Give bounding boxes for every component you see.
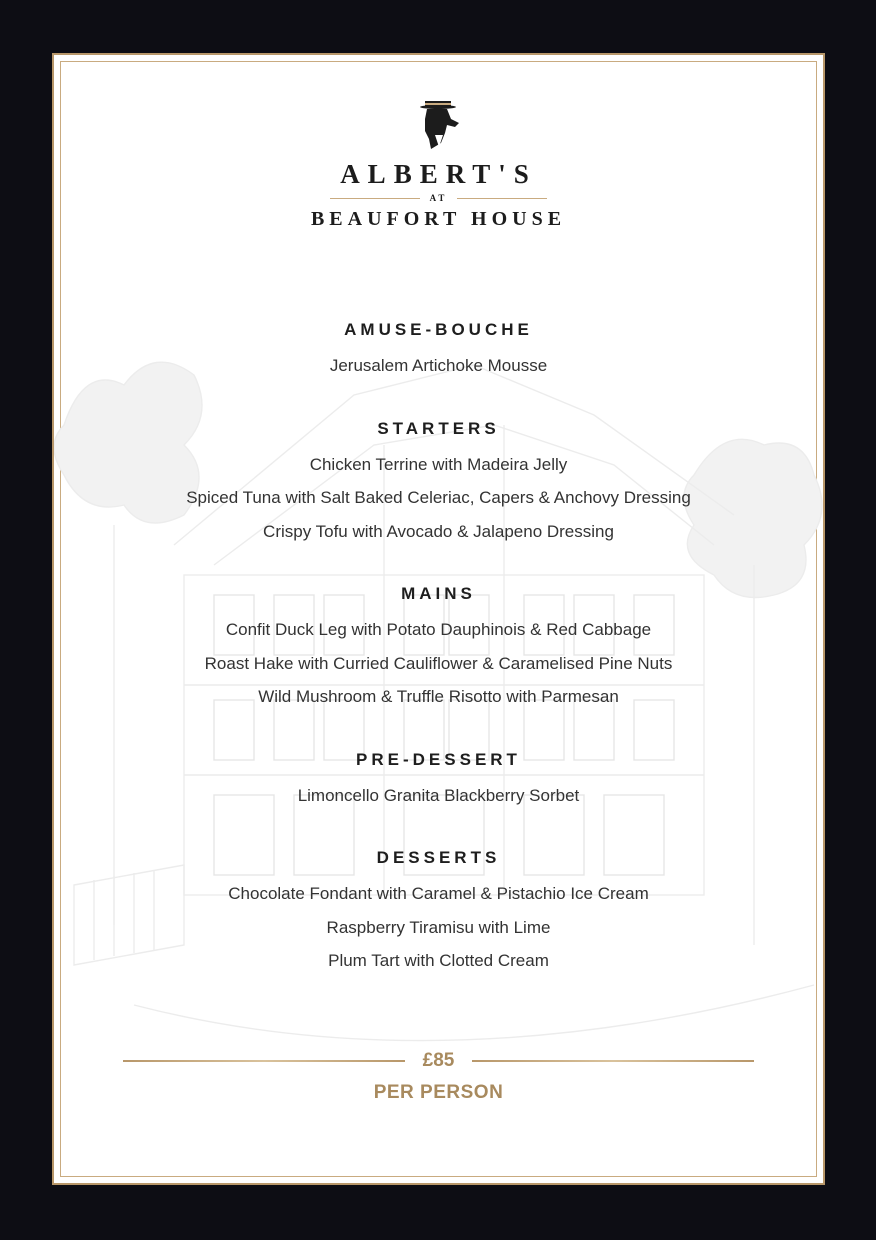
menu-section-mains bbox=[54, 581, 823, 714]
dish-item: Roast Hake with Curried Cauliflower & Caramelised Pine Nuts bbox=[204, 653, 673, 673]
dish-item: Chicken Terrine with Madeira Jelly bbox=[309, 454, 568, 474]
menu-section-pre-dessert bbox=[54, 747, 823, 813]
brand-at: AT bbox=[429, 193, 448, 203]
price-block bbox=[54, 1050, 823, 1104]
menu-section-starters bbox=[54, 416, 823, 549]
section-title: AMUSE-BOUCHE bbox=[344, 320, 533, 339]
per-person-label: PER PERSON bbox=[373, 1082, 504, 1103]
dish-item: Crispy Tofu with Avocado & Jalapeno Dressing bbox=[263, 521, 614, 541]
price-rule-left bbox=[123, 1060, 405, 1062]
brand-rule-right bbox=[457, 198, 547, 199]
menu-section-amuse-bouche bbox=[54, 317, 823, 383]
price-rule-right bbox=[472, 1060, 754, 1062]
section-title: MAINS bbox=[401, 584, 476, 603]
dish-item: Confit Duck Leg with Potato Dauphinois & Red Cabbage bbox=[225, 620, 652, 639]
menu-section-desserts bbox=[54, 845, 823, 978]
brand-rule-left bbox=[330, 198, 420, 199]
price-amount: £85 bbox=[422, 1050, 455, 1071]
dog-in-boater-hat-icon bbox=[415, 95, 463, 151]
dish-item: Plum Tart with Clotted Cream bbox=[328, 951, 549, 970]
section-title: DESSERTS bbox=[376, 848, 501, 867]
dish-item: Jerusalem Artichoke Mousse bbox=[329, 356, 548, 375]
brand-name-line2: BEAUFORT HOUSE bbox=[310, 208, 567, 230]
brand-name-line1: ALBERT'S bbox=[340, 159, 537, 189]
dish-item: Chocolate Fondant with Caramel & Pistachio Ice Cream bbox=[228, 884, 649, 903]
section-title: STARTERS bbox=[377, 418, 500, 438]
dish-item: Limoncello Granita Blackberry Sorbet bbox=[297, 785, 580, 805]
section-title: PRE-DESSERT bbox=[356, 749, 521, 769]
price-row bbox=[54, 1050, 823, 1072]
dish-item: Wild Mushroom & Truffle Risotto with Parmesan bbox=[258, 687, 619, 706]
brand-header bbox=[54, 95, 823, 231]
dish-item: Raspberry Tiramisu with Lime bbox=[326, 917, 551, 937]
menu-card bbox=[52, 53, 825, 1185]
menu-list bbox=[54, 317, 823, 1011]
brand-at-row bbox=[54, 191, 823, 205]
dish-item: Spiced Tuna with Salt Baked Celeriac, Capers & Anchovy Dressing bbox=[186, 488, 691, 507]
